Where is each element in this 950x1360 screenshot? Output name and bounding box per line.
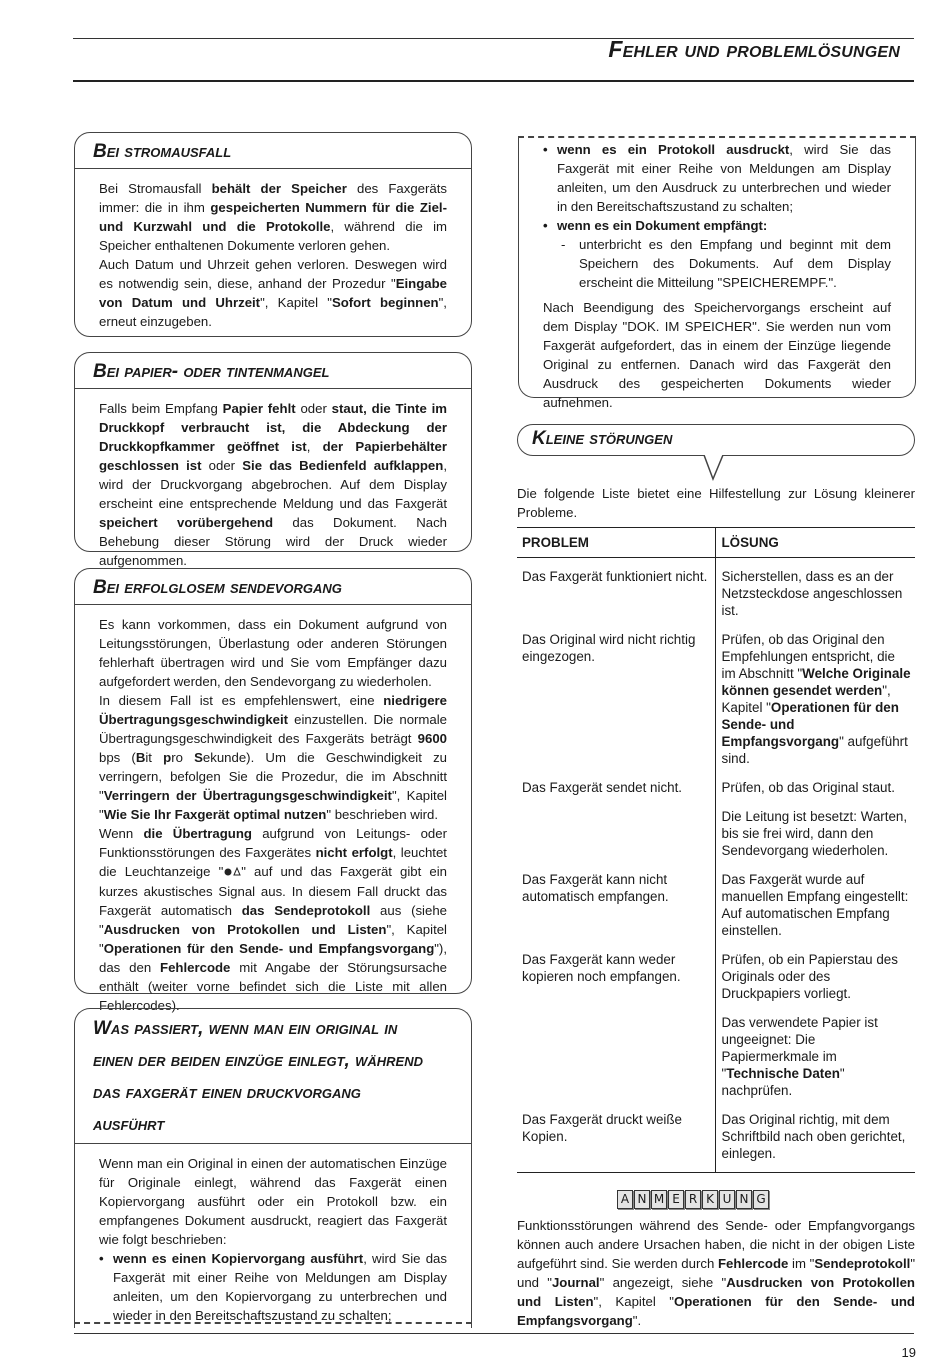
section-heading-kleine-stoerungen: Kleine störungen [517,424,915,456]
column-header: PROBLEM [517,528,715,558]
paragraph: Falls beim Empfang Papier fehlt oder staut, die Tinte im Druckkopf verbraucht ist, die Abdeckung der Druckkopfkammer geöffnet ist, der Papierbehälter geschlossen ist oder Sie das Bedienfeld aufklappen, wird der Druckvorgang abgebrochen. Auf dem Display erscheint eine entsprechende Meldung und das Faxgerät speichert vorübergehend das Dokument. Nach Behebung dieser Störung wird der Druck wieder aufgenommen. [99,401,448,568]
table-row [517,945,915,1105]
page-title: Fehler und problemlösungen [608,36,900,62]
section-body [519,136,915,412]
continuation-dashes [74,1322,472,1324]
list-item: • wenn es ein Dokument empfängt: - unterbricht es den Empfang und beginnt mit dem Speichern des Dokuments. Auf dem Display erscheint die Mitteilung "SPEICHEREMPF.". [543,216,891,292]
solution-cell: Das Original richtig, mit dem Schriftbild nach oben gerichtet, einlegen. [715,1105,915,1173]
solution-cell: Prüfen, ob das Original staut. Die Leitung ist besetzt: Warten, bis sie frei wird, dann den Sendevorgang wiederholen. [721,780,908,858]
problem-cell: Das Faxgerät kann weder kopieren noch empfangen. [517,945,715,1105]
table-row [517,865,915,945]
table-row [517,625,915,773]
paragraph: Auch Datum und Uhrzeit gehen verloren. Deswegen wird es notwendig sein, diese, anhand der Prozedur "Eingabe von Datum und Uhrzeit", Kapitel "Sofort beginnen", erneut einzugeben. [99,257,447,329]
paragraph: In diesem Fall ist es empfehlenswert, eine niedrigere Übertragungsgeschwindigkeit einzustellen. Die normale Übertragungsgeschwindigkeit des Faxgeräts beträgt 9600 bps (Bit pro Sekunde). Um die Geschwindigkeit zu verringern, befolgen Sie die Prozedur, die im Abschnitt "Verringern der Übertragungsgeschwindigkeit", Kapitel "Wie Sie Ihr Faxgerät optimal nutzen" beschrieben wird. [99,693,447,822]
page-number: 19 [901,1345,916,1360]
section-heading: Bei stromausfall [75,133,471,169]
letter-key: M [651,1190,667,1209]
section-heading: Was passiert, wenn man ein original in einen der beiden einzüge einlegt, während das faxgerät einen druckvorgang ausführt [75,1009,471,1144]
paragraph: Wenn man ein Original in einen der automatischen Einzüge für Originale einlegt, während das Faxgerät einen Kopiervorgang ausführt oder ein Protokoll bzw. ein empfangenes Dokument ausdruckt, reagiert das Faxgerät wie folgt beschrieben: [99,1156,447,1247]
problem-cell: Das Original wird nicht richtig eingezogen. [517,625,715,773]
trouble-table [517,527,915,1173]
bullet-list [543,140,891,292]
error-led-icon [223,863,241,882]
section-body [75,615,471,1015]
callout-pointer-icon [703,455,725,481]
problem-cell: Das Faxgerät kann nicht automatisch empfangen. [517,865,715,945]
table-row [517,773,915,865]
section-stromausfall [74,132,472,337]
list-item: • wenn es ein Protokoll ausdruckt, wird Sie das Faxgerät mit einer Reihe von Meldungen am Display anleiten, um den Ausdruck zu unterbrechen und wieder in den Bereitschaftszustand zu schalten; [543,140,891,216]
paragraph: Nach Beendigung des Speichervorgangs erscheint auf dem Display "DOK. IM SPEICHER". Sie werden nun vom Faxgerät aufgefordert, das in einem der Einzüge liegende Original zu entfernen. Danach wird das Faxgerät den Ausdruck des gespeicherten Dokuments wieder aufnehmen. [543,300,891,410]
section-body [75,179,471,331]
bottom-rule [74,1333,914,1334]
solution-cell: Das Faxgerät wurde auf manuellen Empfang eingestellt: Auf automatischen Empfang einstellen. [721,872,909,938]
intro-text: Die folgende Liste bietet eine Hilfestellung zur Lösung kleinerer Probleme. [517,486,915,520]
letter-key: N [634,1190,650,1209]
paragraph: Funktionsstörungen während des Sende- oder Empfangvorgangs können auch andere Ursachen haben, die nicht in der obigen Liste aufgeführt sind. Sie werden durch Fehlercode im "Sendeprotokoll" und "Journal" angezeigt, siehe "Ausdrucken von Protokollen und Listen", Kapitel "Operationen für den Sende- und Empfangsvorgang". [517,1218,915,1328]
table-header-row [517,528,915,558]
table-row [517,1105,915,1173]
sub-list [557,235,891,292]
letter-key: G [753,1190,769,1209]
table-row [517,558,915,626]
solution-cell: Prüfen, ob das Original den Empfehlungen entspricht, die im Abschnitt "Welche Originale können gesendet werden", Kapitel "Operationen für den Sende- und Empfangsvorgang" aufgeführt sind. [721,632,911,766]
letter-key: N [736,1190,752,1209]
solution-cell: Prüfen, ob ein Papierstau des Originals oder des Druckpapiers vorliegt. Das verwendete Papier ist ungeeignet: Die Papiermerkmale im "Technische Daten" nachprüfen. [721,952,898,1098]
solution-cell: Sicherstellen, dass es an der Netzsteckdose angeschlossen ist. [721,569,903,618]
letter-key: E [668,1190,684,1209]
title-rule [73,80,914,82]
section-body [75,399,471,570]
paragraph: Bei Stromausfall behält der Speicher des Faxgeräts immer: die in ihm gespeicherten Nummern für die Ziel- und Kurzwahl und die Protokolle, während die im Speicher enthaltenen Dokumente verloren gehen. [99,181,447,253]
problem-cell: Das Faxgerät funktioniert nicht. [517,558,715,626]
anmerkung-text [517,1216,915,1330]
letter-key: R [685,1190,701,1209]
section-sendevorgang [74,568,472,1014]
section-body [75,1154,471,1325]
letter-key: U [719,1190,735,1209]
letter-key: A [617,1190,633,1209]
problem-cell: Das Faxgerät sendet nicht. [517,773,715,865]
list-item: • wenn es einen Kopiervorgang ausführt, wird Sie das Faxgerät mit einer Reihe von Meldungen am Display anleiten, um den Kopiervorgang zu unterbrechen und wieder in den Bereitschaftszustand zu schalten; [99,1249,447,1325]
bullet-list [99,1249,447,1325]
column-header: LÖSUNG [715,528,915,558]
list-item: - unterbricht es den Empfang und beginnt mit dem Speichern des Dokuments. Auf dem Display erscheint die Mitteilung "SPEICHEREMPF.". [557,235,891,292]
paragraph: Wenn die Übertragung aufgrund von Leitungs- oder Funktionsstörungen des Faxgerätes nicht erfolgt, leuchtet die Leuchtanzeige " " auf und das Faxgerät gibt ein kurzes akustisches Signal aus. In diesem Fall druckt das Faxgerät automatisch das Sendeprotokoll aus (siehe "Ausdrucken von Protokollen und Listen", Kapitel "Operationen für den Sende- und Empfangsvorgang"), das den Fehlercode mit Angabe der Störungsursache enthält (weiter vorne befindet sich die Liste mit allen Fehlercodes). [99,826,447,1014]
section-heading: Bei erfolglosem sendevorgang [75,569,471,605]
section-papiermangel [74,352,472,568]
paragraph: Es kann vorkommen, dass ein Dokument aufgrund von Leitungsstörungen, Überlastung oder anderen Störungen fehlerhaft übertragen wird und Sie vom Empfänger dazu aufgefordert werden, den Sendevorgang zu wiederholen. [99,617,447,689]
anmerkung-label [617,1190,769,1209]
section-einzug [74,1008,472,1328]
section-heading: Bei papier- oder tintenmangel [75,353,471,389]
problem-cell: Das Faxgerät druckt weiße Kopien. [517,1105,715,1173]
section-einzug-continued [518,136,916,410]
letter-key: K [702,1190,718,1209]
